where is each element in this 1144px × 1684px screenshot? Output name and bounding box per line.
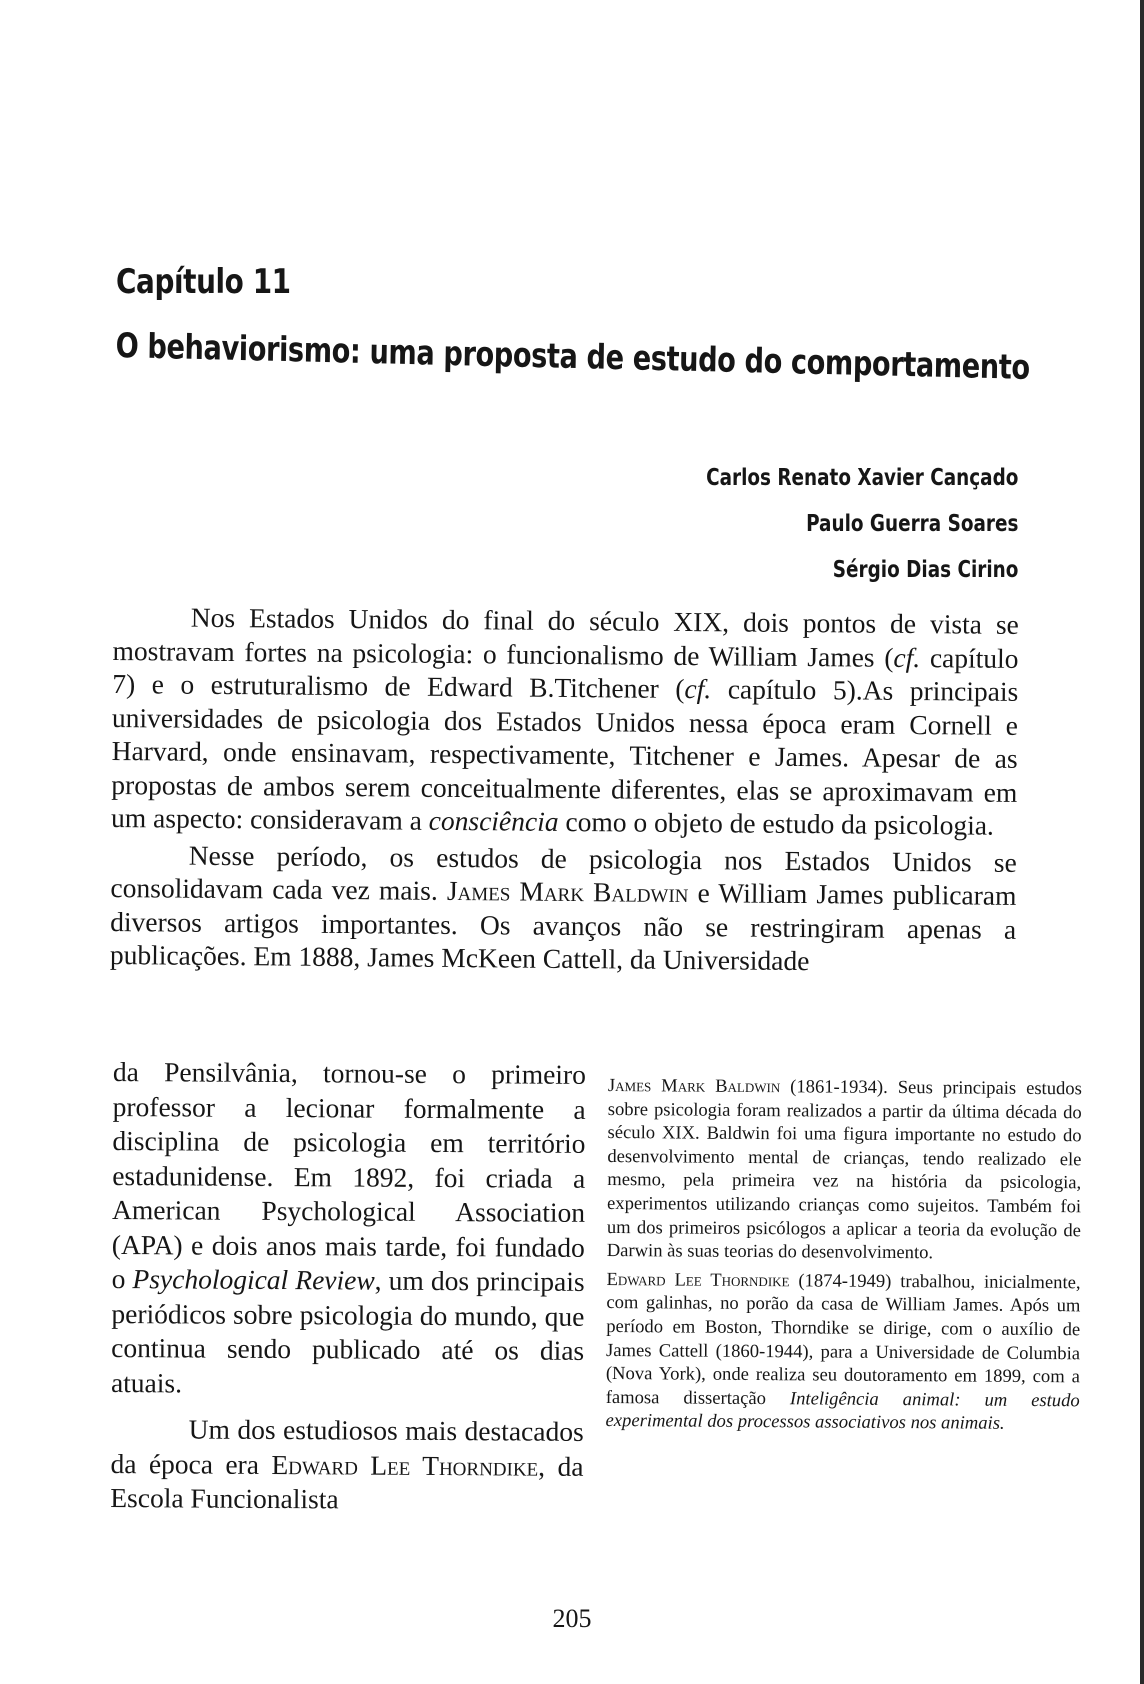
author-list [628,455,1018,593]
paragraph-1: Nos Estados Unidos do final do século XIX, dois pontos de vista se mostravam fortes na psicologia: o funcionalismo de William James (cf. capítulo 7) e o estruturalismo de Edward B.Titchener (cf. capítulo 5).As principais universidades de psicologia dos Estados Unidos nessa época eram Cornell e Harvard, onde ensinavam, respectivamente, Titchener e James. Apesar de as propostas de ambos serem conceitualmente diferentes, elas se aproximavam em um aspecto: consideravam a consciência como o objeto de estudo da psicologia. [110,601,1019,841]
paragraph-2-intro: Nesse período, os estudos de psicologia nos Estados Unidos se consolidavam cada vez mais. James Mark Baldwin e William James publicaram diversos artigos importantes. Os avanços não se restringiram apenas a publicações. Em 1888, James McKeen Cattell, da Universidade [109,839,1017,977]
chapter-label: Capítulo 11 [116,262,291,302]
sidenote-thorndike: Edward Lee Thorndike (1874-1949) trabalhou, inicialmente, com galinhas, no porão da casa de William James. Após um período em Boston, Thorndike se dirige, com o auxílio de James Cattell (1860-1944), para a Universidade de Columbia (Nova York), onde realiza seu doutoramento em 1899, com a famosa dissertação Inteligência animal: um estudo experimental dos processos associativos nos animais. [605,1268,1081,1435]
emphasis-consciencia: consciência [428,804,559,837]
paragraph-3: Um dos estudiosos mais destacados da época era Edward Lee Thorndike, da Escola Funcionalista [110,1413,584,1515]
page-number: 205 [552,1604,592,1633]
dissertation-title: Inteligência animal: um estudo experimental dos processos associativos nos animais. [605,1387,1080,1435]
name-thorndike: Edward Lee Thorndike [271,1448,539,1482]
paragraph-2-continued: da Pensilvânia, tornou-se o primeiro professor a lecionar formalmente a disciplina de psicologia em território estadunidense. Em 1892, foi criada a American Psychological Association (APA) e dois anos mais tarde, foi fundado o Psychological Review, um dos principais periódicos sobre psicologia do mundo, que continua sendo publicado até os dias atuais. [110,1056,586,1398]
author-name: Carlos Renato Xavier Cançado [705,465,1018,491]
chapter-title: O behaviorismo: uma proposta de estudo do comportamento [115,326,1030,388]
sidenote-baldwin: James Mark Baldwin (1861-1934). Seus principais estudos sobre psicologia foram realizados a partir da última década do século XIX. Baldwin foi uma figura importante no estudo do desenvolvimento mental de crianças, tendo realizado ele mesmo, pela primeira vez na história da psicologia, experimentos utilizando crianças como sujeitos. Também foi um dos primeiros psicólogos a aplicar a teoria da evolução de Darwin às suas teorias do desenvolvimento. [606,1075,1082,1264]
author-name: Paulo Guerra Soares [805,511,1018,537]
journal-title: Psychological Review [132,1263,375,1296]
wrapped-text-column [110,1055,586,1518]
name-baldwin: James Mark Baldwin [446,874,689,909]
author-name: Sérgio Dias Cirino [832,557,1018,583]
biography-sidenotes [605,1074,1082,1441]
main-body-text [110,600,1019,982]
page-edge-shadow [1140,0,1144,1684]
